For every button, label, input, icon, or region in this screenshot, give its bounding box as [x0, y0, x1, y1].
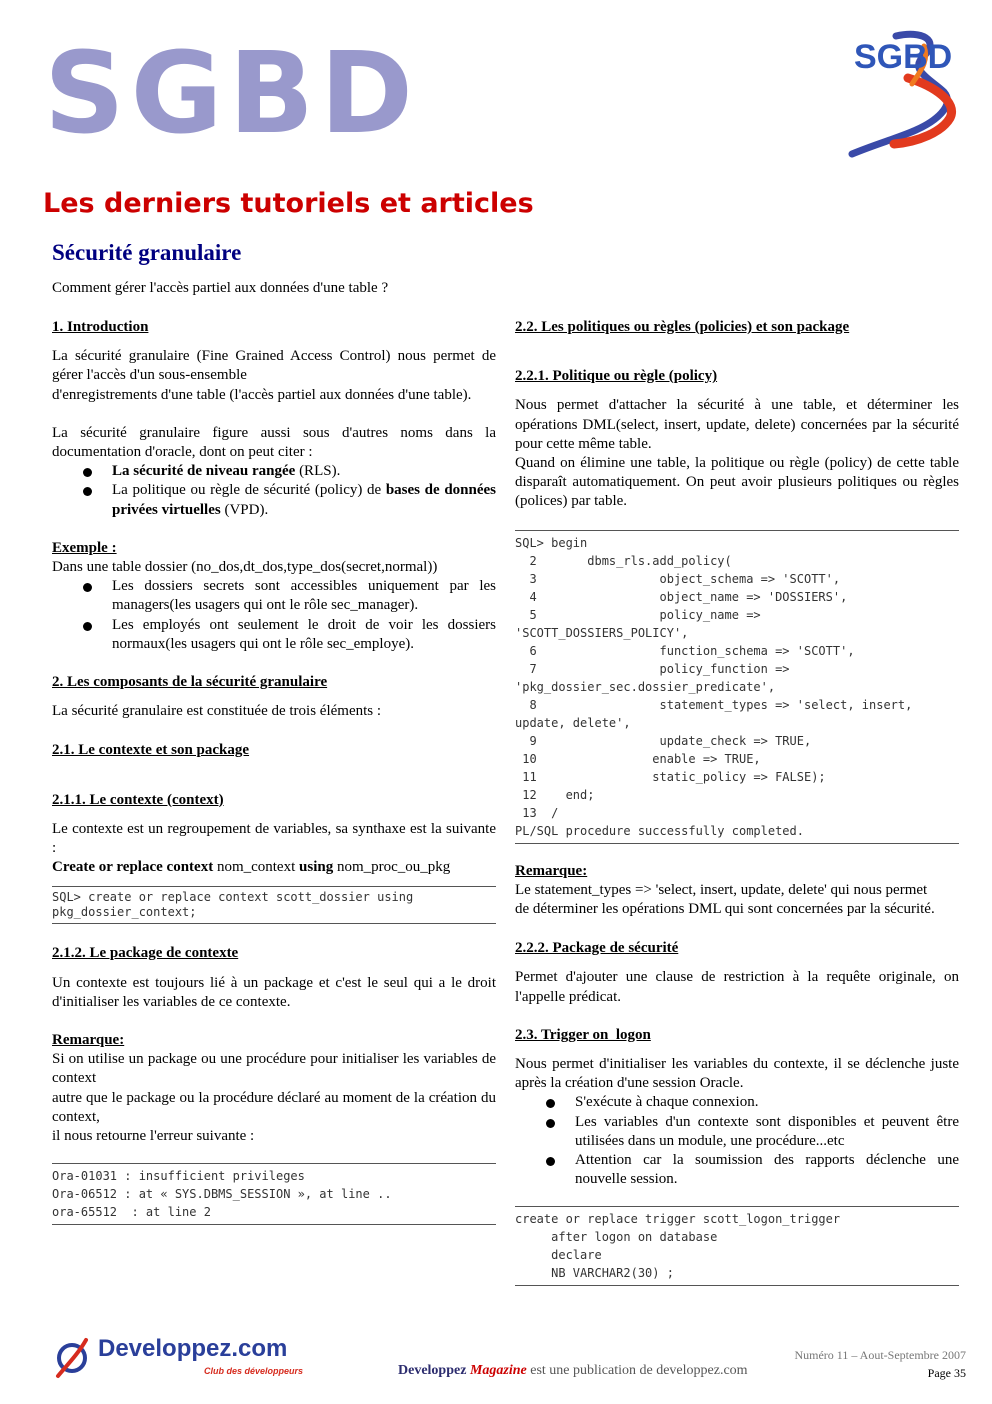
context-syntax: Create or replace context nom_context using nom_proc_ou_pkg: [52, 859, 451, 876]
list-item: Les dossiers secrets sont accessibles uniquement par les managers(les usagers qui ont le rôle sec_manager).: [112, 577, 496, 615]
context-code-block: SQL> create or replace context scott_dossier using pkg_dossier_context;: [52, 886, 496, 924]
components-text: La sécurité granulaire est constituée de trois éléments :: [52, 703, 382, 720]
heading-example: Exemple :: [52, 539, 117, 556]
remark-right-line-1: Le statement_types => 'select, insert, update, delete' qui nous permet: [515, 881, 928, 898]
developpez-logo-tagline: Club des développeurs: [204, 1366, 304, 1376]
page-number: Page 35: [927, 1366, 966, 1380]
issue-number: Numéro 11 – Aout-Septembre 2007: [794, 1348, 966, 1362]
heading-policies: 2.2. Les politiques ou règles (policies) et son package: [515, 319, 850, 335]
heading-context-package-2: 2.1.2. Le package de contexte: [52, 945, 239, 962]
policy-code-block: SQL> begin 2 dbms_rls.add_policy( 3 object_schema => 'SCOTT', 4 object_name => 'DOSSIERS', 5 policy_name => 'SCOTT_DOSSIERS_POLICY', 6 function_schema => 'SCOTT', 7 policy_function => 'pkg_dossier_sec.dossier_predicate', 8 statement_types => 'select, insert, update, delete', 9 update_check => TRUE, 10 enable => TRUE, 11 static_policy => FALSE); 12 end; 13 / PL/SQL procedure successfully completed.: [515, 530, 959, 844]
publication-line: Developpez Magazine est une publication de developpez.com: [398, 1363, 748, 1378]
intro-paragraph-2: La sécurité granulaire figure aussi sous d'autres noms dans la documentation d'oracle, dont on peut citer :: [52, 424, 496, 461]
developpez-logo: [54, 1332, 314, 1384]
section-title: Les derniers tutoriels et articles: [43, 188, 534, 219]
remark-line-2: autre que le package ou la procédure déclaré au moment de la création du context,: [52, 1089, 496, 1125]
list-item: Les employés ont seulement le droit de voir les dossiers normaux(les usagers qui ont le rôle sec_employe).: [112, 616, 496, 654]
policy-paragraph-2: Quand on élimine une table, la politique ou règle (policy) de cette table disparaît automatiquement. On peut avoir plusieurs politiques ou règles (polices) par table.: [515, 455, 959, 510]
intro-paragraph-1-cont: d'enregistrements d'une table (l'accès partiel aux données d'une table).: [52, 386, 472, 403]
developpez-logo-text: Developpez.com: [98, 1335, 288, 1362]
heading-security-package: 2.2.2. Package de sécurité: [515, 940, 679, 957]
list-item: S'exécute à chaque connexion.: [575, 1093, 959, 1112]
heading-trigger: 2.3. Trigger on_logon: [515, 1026, 651, 1043]
policy-paragraph-1: Nous permet d'attacher la sécurité à une table, et déterminer les opérations DML(select, insert, update, delete) concernées par la sécurité pour cette même table.: [515, 397, 959, 452]
trigger-list: [515, 1093, 959, 1189]
intro-paragraph-1: La sécurité granulaire (Fine Grained Access Control) nous permet de gérer l'accès d'un sous-ensemble: [52, 348, 496, 384]
heading-components: 2. Les composants de la sécurité granulaire: [52, 674, 328, 691]
security-text: Permet d'ajouter une clause de restriction à la requête originale, on l'appelle prédicat.: [515, 969, 959, 1005]
context-text: Le contexte est un regroupement de variables, sa synthaxe est la suivante :: [52, 820, 496, 857]
right-column: [515, 318, 959, 1286]
list-item: La sécurité de niveau rangée (RLS).: [112, 462, 496, 481]
heading-remark-left: Remarque:: [52, 1032, 125, 1049]
error-code-block: Ora-01031 : insufficient privileges Ora-06512 : at « SYS.DBMS_SESSION », at line .. ora-65512 : at line 2: [52, 1163, 496, 1225]
heading-remark-right: Remarque:: [515, 862, 588, 879]
remark-right-line-2: de déterminer les opérations DML qui sont concernées par la sécurité.: [515, 901, 935, 918]
article-subtitle: Comment gérer l'accès partiel aux données d'une table ?: [52, 280, 389, 296]
heading-context: 2.1.1. Le contexte (context): [52, 791, 224, 808]
trigger-code-block: create or replace trigger scott_logon_trigger after logon on database declare NB VARCHAR2(30) ;: [515, 1206, 959, 1286]
list-item: Attention car la soumission des rapports déclenche une nouvelle session.: [575, 1151, 959, 1189]
heading-introduction: 1. Introduction: [52, 319, 149, 335]
remark-line-1: Si on utilise un package ou une procédure pour initialiser les variables de context: [52, 1051, 496, 1087]
package-text: Un contexte est toujours lié à un package et c'est le seul qui a le droit d'initialiser les variables de ce contexte.: [52, 974, 496, 1010]
list-item: Les variables d'un contexte sont disponibles et peuvent être utilisées dans un module, une procédure...etc: [575, 1113, 959, 1151]
alternate-names-list: [52, 462, 496, 520]
heading-policy: 2.2.1. Politique ou règle (policy): [515, 368, 718, 385]
trigger-text: Nous permet d'initialiser les variables du contexte, il se déclenche juste après la création d'une session Oracle.: [515, 1056, 959, 1092]
left-column: [52, 318, 496, 1225]
sgbd-logo-text: SGBD: [854, 38, 953, 76]
heading-context-package: 2.1. Le contexte et son package: [52, 742, 250, 759]
example-list: [52, 577, 496, 654]
magazine-section-banner: SGBD: [44, 29, 419, 159]
remark-line-3: il nous retourne l'erreur suivante :: [52, 1128, 255, 1145]
sgbd-logo: [838, 26, 968, 162]
list-item: La politique ou règle de sécurité (policy) de bases de données privées virtuelles (VPD).: [112, 481, 496, 519]
article-title: Sécurité granulaire: [52, 240, 242, 265]
example-text: Dans une table dossier (no_dos,dt_dos,type_dos(secret,normal)): [52, 559, 438, 576]
